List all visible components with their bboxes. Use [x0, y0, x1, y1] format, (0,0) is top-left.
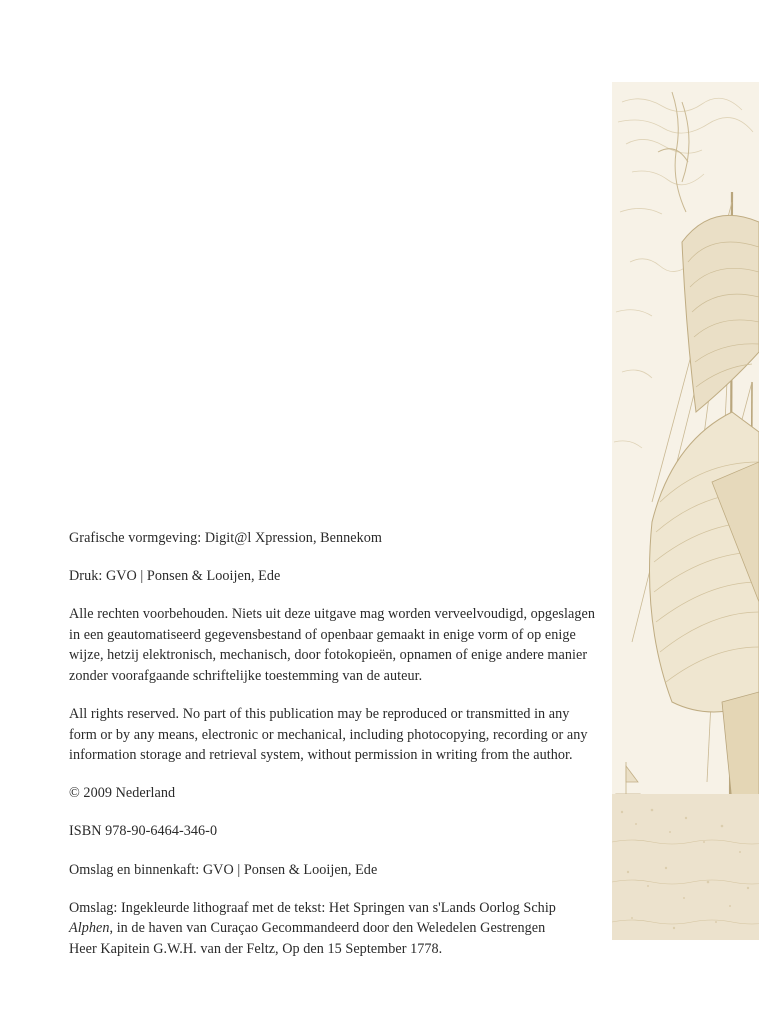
rights-english	[69, 704, 609, 766]
rights-dutch-line: zonder voorafgaande schriftelijke toestemming van de auteur.	[69, 667, 423, 684]
print-credit: Druk: GVO | Ponsen & Looijen, Ede	[69, 568, 281, 585]
isbn: ISBN 978-90-6464-346-0	[69, 823, 218, 840]
rights-dutch-line: Alle rechten voorbehouden. Niets uit deze uitgave mag worden verveelvoudigd, opgeslagen	[69, 606, 595, 623]
rights-dutch-line: in een geautomatiseerd gegevensbestand of openbaar gemaakt in enige vorm of op enige	[69, 626, 576, 643]
cover-print-credit: Omslag en binnenkaft: GVO | Ponsen & Looijen, Ede	[69, 861, 378, 878]
cover-caption-line: Omslag: Ingekleurde lithograaf met de tekst: Het Springen van s'Lands Oorlog Schip	[69, 899, 556, 916]
copyright-notice: © 2009 Nederland	[69, 785, 176, 802]
cover-caption-line	[69, 918, 609, 939]
ship-name: Alphen	[69, 920, 110, 937]
cover-caption-text: , in de haven van Curaçao Gecommandeerd door den Weledelen Gestrengen	[109, 920, 546, 937]
rights-dutch-line: wijze, hetzij elektronisch, mechanisch, door fotokopieën, opnamen of enige andere manier	[69, 647, 588, 664]
rights-english-line: All rights reserved. No part of this publication may be reproduced or transmitted in any	[69, 706, 570, 723]
cover-caption	[69, 898, 609, 960]
design-credit: Grafische vormgeving: Digit@l Xpression, Bennekom	[69, 530, 383, 546]
cover-caption-line: Heer Kapitein G.W.H. van der Feltz, Op den 15 September 1778.	[69, 940, 443, 957]
rights-english-line: form or by any means, electronic or mechanical, including photocopying, recording or any	[69, 726, 588, 743]
colophon	[69, 528, 609, 977]
ship-lithograph-image	[612, 82, 759, 940]
rights-english-line: information storage and retrieval system, without permission in writing from the author.	[69, 747, 573, 764]
rights-dutch	[69, 604, 609, 686]
